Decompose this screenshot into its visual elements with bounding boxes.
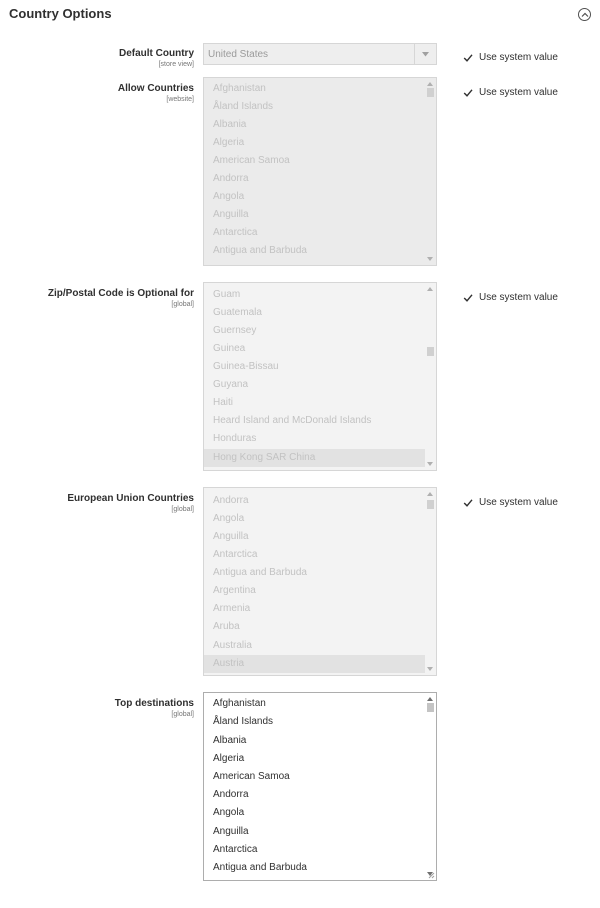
field-scope: [store view] bbox=[158, 61, 194, 68]
list-item-selected[interactable]: Austria bbox=[204, 655, 425, 673]
list-item[interactable]: Haiti bbox=[213, 397, 234, 408]
scroll-down-icon bbox=[427, 257, 433, 261]
field-label: European Union Countries bbox=[67, 493, 194, 504]
scroll-down-icon bbox=[427, 667, 433, 671]
list-item[interactable]: Guinea-Bissau bbox=[213, 361, 279, 372]
checkbox[interactable] bbox=[463, 88, 473, 98]
list-item[interactable]: Argentina bbox=[213, 585, 256, 596]
list-item[interactable]: Antigua and Barbuda bbox=[213, 862, 307, 873]
list-item[interactable]: Antarctica bbox=[213, 549, 258, 560]
list-item-selected[interactable]: Hong Kong SAR China bbox=[204, 449, 425, 467]
triangle-down-icon bbox=[422, 52, 429, 57]
field-scope: [global] bbox=[171, 711, 194, 718]
list-item[interactable]: Albania bbox=[213, 735, 247, 746]
checkmark-icon bbox=[463, 498, 473, 508]
list-item[interactable]: Aruba bbox=[213, 621, 240, 632]
list-item[interactable]: Antarctica bbox=[213, 844, 258, 855]
default-country-select[interactable] bbox=[203, 43, 437, 65]
list-item[interactable]: Antigua and Barbuda bbox=[213, 245, 307, 256]
list-item[interactable]: American Samoa bbox=[213, 771, 290, 782]
list-item[interactable]: Algeria bbox=[213, 753, 245, 764]
zip-optional-label bbox=[4, 288, 194, 309]
scroll-up-icon bbox=[427, 287, 433, 291]
scrollbar-thumb[interactable] bbox=[427, 703, 434, 712]
top-destinations-multiselect[interactable] bbox=[203, 692, 437, 881]
field-label: Top destinations bbox=[114, 698, 194, 709]
list-item[interactable]: Guam bbox=[213, 289, 241, 300]
checkmark-icon bbox=[463, 293, 473, 303]
eu-countries-multiselect[interactable] bbox=[203, 487, 437, 676]
checkbox[interactable] bbox=[463, 293, 473, 303]
field-label: Zip/Postal Code is Optional for bbox=[47, 288, 194, 299]
zip-optional-multiselect[interactable] bbox=[203, 282, 437, 471]
field-scope: [global] bbox=[171, 506, 194, 513]
top-destinations-label bbox=[4, 698, 194, 719]
list-item[interactable]: Angola bbox=[213, 513, 245, 524]
list-item[interactable]: Åland Islands bbox=[213, 716, 274, 727]
dropdown-arrow[interactable] bbox=[414, 44, 436, 64]
list-item[interactable]: Antigua and Barbuda bbox=[213, 567, 307, 578]
list-item[interactable]: Andorra bbox=[213, 173, 249, 184]
chevron-up-circle-icon[interactable] bbox=[578, 8, 591, 21]
list-item[interactable]: Anguilla bbox=[213, 531, 249, 542]
scrollbar[interactable] bbox=[424, 488, 436, 675]
list-item[interactable]: Algeria bbox=[213, 137, 245, 148]
list-item[interactable]: Honduras bbox=[213, 433, 257, 444]
scrollbar[interactable] bbox=[424, 78, 436, 265]
scroll-up-icon bbox=[427, 82, 433, 86]
allow-countries-label bbox=[4, 83, 194, 104]
scroll-up-icon bbox=[427, 492, 433, 496]
checkmark-icon bbox=[463, 88, 473, 98]
list-item[interactable]: Australia bbox=[213, 640, 252, 651]
list-item[interactable]: Antarctica bbox=[213, 227, 258, 238]
list-item[interactable]: Andorra bbox=[213, 789, 249, 800]
list-item[interactable]: American Samoa bbox=[213, 155, 290, 166]
use-system-label: Use system value bbox=[479, 87, 558, 98]
scrollbar-thumb[interactable] bbox=[427, 347, 434, 356]
list-item[interactable]: Albania bbox=[213, 119, 247, 130]
list-item[interactable]: Guernsey bbox=[213, 325, 257, 336]
list-item[interactable]: Anguilla bbox=[213, 826, 249, 837]
list-item[interactable]: Angola bbox=[213, 191, 245, 202]
checkbox[interactable] bbox=[463, 498, 473, 508]
field-scope: [global] bbox=[171, 301, 194, 308]
list-item[interactable]: Andorra bbox=[213, 495, 249, 506]
scrollbar[interactable] bbox=[424, 693, 436, 880]
list-item[interactable]: Anguilla bbox=[213, 209, 249, 220]
field-scope: [website] bbox=[166, 96, 194, 103]
checkbox[interactable] bbox=[463, 53, 473, 63]
list-item[interactable]: Angola bbox=[213, 807, 245, 818]
list-item[interactable]: Guinea bbox=[213, 343, 246, 354]
eu-countries-label bbox=[4, 493, 194, 514]
checkmark-icon bbox=[463, 53, 473, 63]
list-item[interactable]: Guyana bbox=[213, 379, 249, 390]
scrollbar[interactable] bbox=[424, 283, 436, 470]
list-item[interactable]: Afghanistan bbox=[213, 698, 266, 709]
default-country-label bbox=[4, 48, 194, 69]
resize-grip-icon[interactable] bbox=[428, 872, 435, 879]
list-item[interactable]: Guatemala bbox=[213, 307, 262, 318]
use-system-label: Use system value bbox=[479, 52, 558, 63]
section-title: Country Options bbox=[9, 6, 112, 21]
scrollbar-thumb[interactable] bbox=[427, 500, 434, 509]
list-item[interactable]: Heard Island and McDonald Islands bbox=[213, 415, 372, 426]
scrollbar-thumb[interactable] bbox=[427, 88, 434, 97]
allow-countries-multiselect[interactable] bbox=[203, 77, 437, 266]
field-label: Default Country bbox=[119, 48, 194, 59]
scroll-up-icon bbox=[427, 697, 433, 701]
field-label: Allow Countries bbox=[117, 83, 194, 94]
list-item[interactable]: Åland Islands bbox=[213, 101, 274, 112]
use-system-label: Use system value bbox=[479, 292, 558, 303]
scroll-down-icon bbox=[427, 462, 433, 466]
list-item[interactable]: Afghanistan bbox=[213, 83, 266, 94]
section-header[interactable] bbox=[9, 0, 591, 30]
use-system-label: Use system value bbox=[479, 497, 558, 508]
list-item[interactable]: Armenia bbox=[213, 603, 251, 614]
default-country-value: United States bbox=[208, 49, 269, 60]
